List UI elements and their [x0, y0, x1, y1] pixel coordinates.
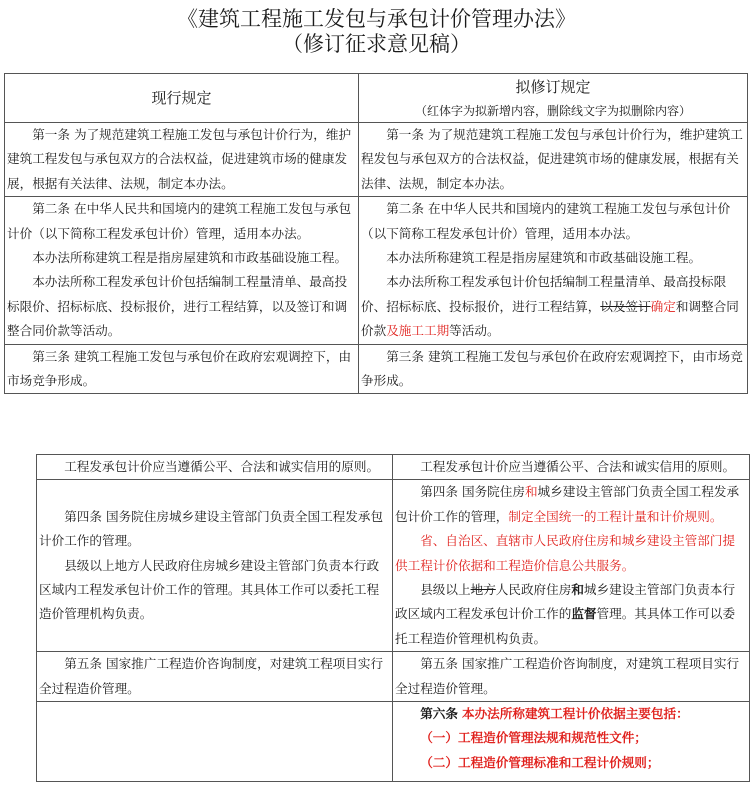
article-4-proposed: 第四条 国务院住房和城乡建设主管部门负责全国工程发承包计价工作的管理，制定全国统一的工程计量和计价规则。 省、自治区、直辖市人民政府住房和城乡建设主管部门提供工程计价依据和工程造价信息公共服务。 县级以上地方人民政府住房和城乡建设主管部门负责本行政区域内工程发承包计价工作的监督管理。其具体工作可以委托工程造价管理机构负责。 [393, 480, 750, 652]
added-text: （一）工程造价管理法规和规范性文件； [420, 730, 647, 746]
article-1-current: 第一条 为了规范建筑工程施工发包与承包计价行为，维护建筑工程发包与承包双方的合法权益，促进建筑市场的健康发展，根据有关法律、法规，制定本办法。 [5, 123, 359, 197]
header-proposed-title: 拟修订规定 [515, 78, 591, 96]
added-text: （二）工程造价管理标准和工程计价规则； [420, 754, 660, 770]
article-5-current: 第五条 国家推广工程造价咨询制度，对建筑工程项目实行全过程造价管理。 [37, 652, 393, 702]
added-text: 省、自治区、直辖市人民政府住房和城乡建设主管部门提供工程计价依据和工程造价信息公共服务。 [395, 533, 736, 573]
principle-proposed: 工程发承包计价应当遵循公平、合法和诚实信用的原则。 [393, 455, 750, 480]
article-6-current [37, 702, 393, 782]
header-proposed-note: （红体字为拟新增内容，删除线文字为拟删除内容） [414, 104, 691, 118]
principle-current: 工程发承包计价应当遵循公平、合法和诚实信用的原则。 [37, 455, 393, 480]
added-text: 制定全国统一的工程计量和计价规则。 [508, 508, 723, 524]
deleted-text: 地方 [470, 582, 496, 598]
added-text: 及施工工期 [386, 323, 450, 339]
comparison-table-lower [36, 454, 750, 782]
deleted-text: 签订 [625, 298, 651, 314]
article-4-current: 第四条 国务院住房城乡建设主管部门负责全国工程发承包计价工作的管理。 县级以上地方人民政府住房城乡建设主管部门负责本行政区域内工程发承包计价工作的管理。其具体工作可以委托工程造价管理机构负责。 [37, 480, 393, 652]
article-5-proposed: 第五条 国家推广工程造价咨询制度，对建筑工程项目实行全过程造价管理。 [393, 652, 750, 702]
added-text: 本办法所称建筑工程计价依据主要包括： [461, 706, 689, 722]
article-3-proposed: 第三条 建筑工程施工发包与承包价在政府宏观调控下，由市场竞争形成。 [359, 344, 748, 394]
document-title: 《建筑工程施工发包与承包计价管理办法》 [177, 7, 576, 31]
added-text: 确定 [650, 298, 676, 314]
article-1-proposed: 第一条 为了规范建筑工程施工发包与承包计价行为，维护建筑工程发包与承包双方的合法权益，促进建筑市场的健康发展，根据有关法律、法规，制定本办法。 [359, 123, 748, 197]
article-2-current: 第二条 在中华人民共和国境内的建筑工程施工发包与承包计价（以下简称工程发承包计价）管理，适用本办法。 本办法所称建筑工程是指房屋建筑和市政基础设施工程。 本办法所称工程发承包计价包括编制工程量清单、最高投标限价、招标标底、投标报价，进行工程结算，以及签订和调整合同价款等活动。 [5, 197, 359, 344]
deleted-text: 以及 [600, 298, 626, 314]
article-3-current: 第三条 建筑工程施工发包与承包价在政府宏观调控下，由市场竞争形成。 [5, 344, 359, 394]
document-subtitle: （修订征求意见稿） [282, 32, 471, 56]
added-text: 和 [524, 484, 538, 500]
header-proposed-rules [359, 74, 748, 123]
article-6-proposed: 第六条 本办法所称建筑工程计价依据主要包括： （一）工程造价管理法规和规范性文件； （二）工程造价管理标准和工程计价规则； [393, 702, 750, 782]
article-2-proposed: 第二条 在中华人民共和国境内的建筑工程施工发包与承包计价（以下简称工程发承包计价）管理，适用本办法。 本办法所称建筑工程是指房屋建筑和市政基础设施工程。 本办法所称工程发承包计价包括编制工程量清单、最高投标限价、招标标底、投标报价，进行工程结算，以及签订确定和调整合同价款及施工工期等活动。 [359, 197, 748, 344]
header-current-rules: 现行规定 [5, 74, 359, 123]
comparison-table-upper [4, 73, 748, 394]
